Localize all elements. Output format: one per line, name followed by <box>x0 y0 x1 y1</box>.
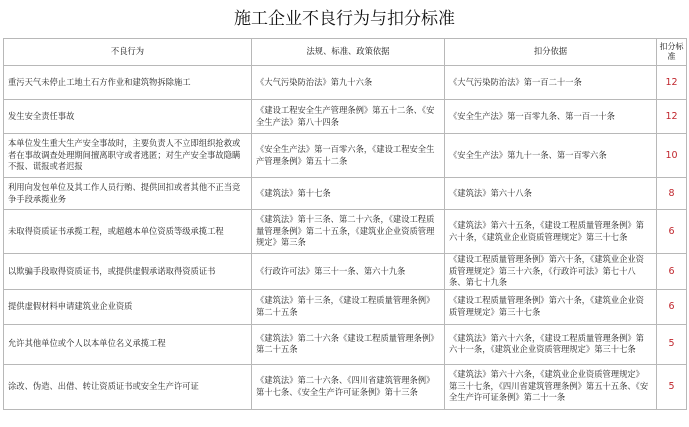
basis-cell: 《建筑法》第二十六条、《四川省建筑管理条例》第十七条、《安全生产许可证条例》第十三条 <box>252 364 445 409</box>
table-row <box>4 178 687 210</box>
score-cell: 6 <box>657 254 687 290</box>
header-score: 扣分标准 <box>657 39 687 66</box>
table-row <box>4 324 687 364</box>
behavior-cell: 涂改、伪造、出借、转让资质证书或安全生产许可证 <box>4 364 252 409</box>
score-cell: 5 <box>657 364 687 409</box>
table-row <box>4 134 687 178</box>
behavior-cell: 重污天气未停止工地土石方作业和建筑物拆除施工 <box>4 66 252 100</box>
table-row <box>4 210 687 254</box>
behavior-cell: 本单位发生重大生产安全事故时，主要负责人不立即组织抢救或者在事故调查处理期间擅离职守或者逃匿；对生产安全事故隐瞒不报、谎报或者迟报 <box>4 134 252 178</box>
header-basis: 法规、标准、政策依据 <box>252 39 445 66</box>
behavior-cell: 未取得资质证书承揽工程，或超越本单位资质等级承揽工程 <box>4 210 252 254</box>
behavior-cell: 提供虚假材料申请建筑业企业资质 <box>4 289 252 324</box>
basis-cell: 《建筑法》第十三条、第二十六条，《建设工程质量管理条例》第二十五条，《建筑业企业资质管理规定》第三条 <box>252 210 445 254</box>
deduction-basis-cell: 《建设工程质量管理条例》第六十条，《建筑业企业资质管理规定》第三十七条 <box>445 289 657 324</box>
score-cell: 12 <box>657 100 687 134</box>
behavior-cell: 允许其他单位或个人以本单位名义承揽工程 <box>4 324 252 364</box>
table-row <box>4 66 687 100</box>
deduction-basis-cell: 《建筑法》第六十六条，《建筑业企业资质管理规定》第三十七条，《四川省建筑管理条例》第五十五条、《安全生产许可证条例》第二十一条 <box>445 364 657 409</box>
score-cell: 5 <box>657 324 687 364</box>
deduction-basis-cell: 《大气污染防治法》第一百二十一条 <box>445 66 657 100</box>
score-cell: 12 <box>657 66 687 100</box>
basis-cell: 《大气污染防治法》第九十六条 <box>252 66 445 100</box>
penalty-table <box>3 38 687 410</box>
deduction-basis-cell: 《建筑法》第六十五条，《建设工程质量管理条例》第六十条，《建筑业企业资质管理规定》第三十七条 <box>445 210 657 254</box>
behavior-cell: 发生安全责任事故 <box>4 100 252 134</box>
behavior-cell: 利用向发包单位及其工作人员行贿、提供回扣或者其他不正当竞争手段承揽业务 <box>4 178 252 210</box>
deduction-basis-cell: 《安全生产法》第一百零九条、第一百一十条 <box>445 100 657 134</box>
score-cell: 6 <box>657 210 687 254</box>
behavior-cell: 以欺骗手段取得资质证书，或提供虚假承诺取得资质证书 <box>4 254 252 290</box>
basis-cell: 《安全生产法》第一百零六条，《建设工程安全生产管理条例》第五十二条 <box>252 134 445 178</box>
basis-cell: 《行政许可法》第三十一条、第六十九条 <box>252 254 445 290</box>
deduction-basis-cell: 《安全生产法》第九十一条、第一百零六条 <box>445 134 657 178</box>
header-behavior: 不良行为 <box>4 39 252 66</box>
score-cell: 10 <box>657 134 687 178</box>
table-header-row <box>4 39 687 66</box>
basis-cell: 《建设工程安全生产管理条例》第五十二条、《安全生产法》第八十四条 <box>252 100 445 134</box>
table-row <box>4 254 687 290</box>
table-row <box>4 289 687 324</box>
table-row <box>4 100 687 134</box>
basis-cell: 《建筑法》第十三条，《建设工程质量管理条例》第二十五条 <box>252 289 445 324</box>
table-row <box>4 364 687 409</box>
header-deduction-basis: 扣分依据 <box>445 39 657 66</box>
score-cell: 8 <box>657 178 687 210</box>
deduction-basis-cell: 《建设工程质量管理条例》第六十条，《建筑业企业资质管理规定》第三十六条，《行政许可法》第七十八条、第七十九条 <box>445 254 657 290</box>
page-title: 施工企业不良行为与扣分标准 <box>234 9 455 29</box>
basis-cell: 《建筑法》第二十六条《建设工程质量管理条例》第二十五条 <box>252 324 445 364</box>
score-cell: 6 <box>657 289 687 324</box>
deduction-basis-cell: 《建筑法》第六十八条 <box>445 178 657 210</box>
deduction-basis-cell: 《建筑法》第六十六条，《建设工程质量管理条例》第六十一条，《建筑业企业资质管理规定》第三十七条 <box>445 324 657 364</box>
basis-cell: 《建筑法》第十七条 <box>252 178 445 210</box>
